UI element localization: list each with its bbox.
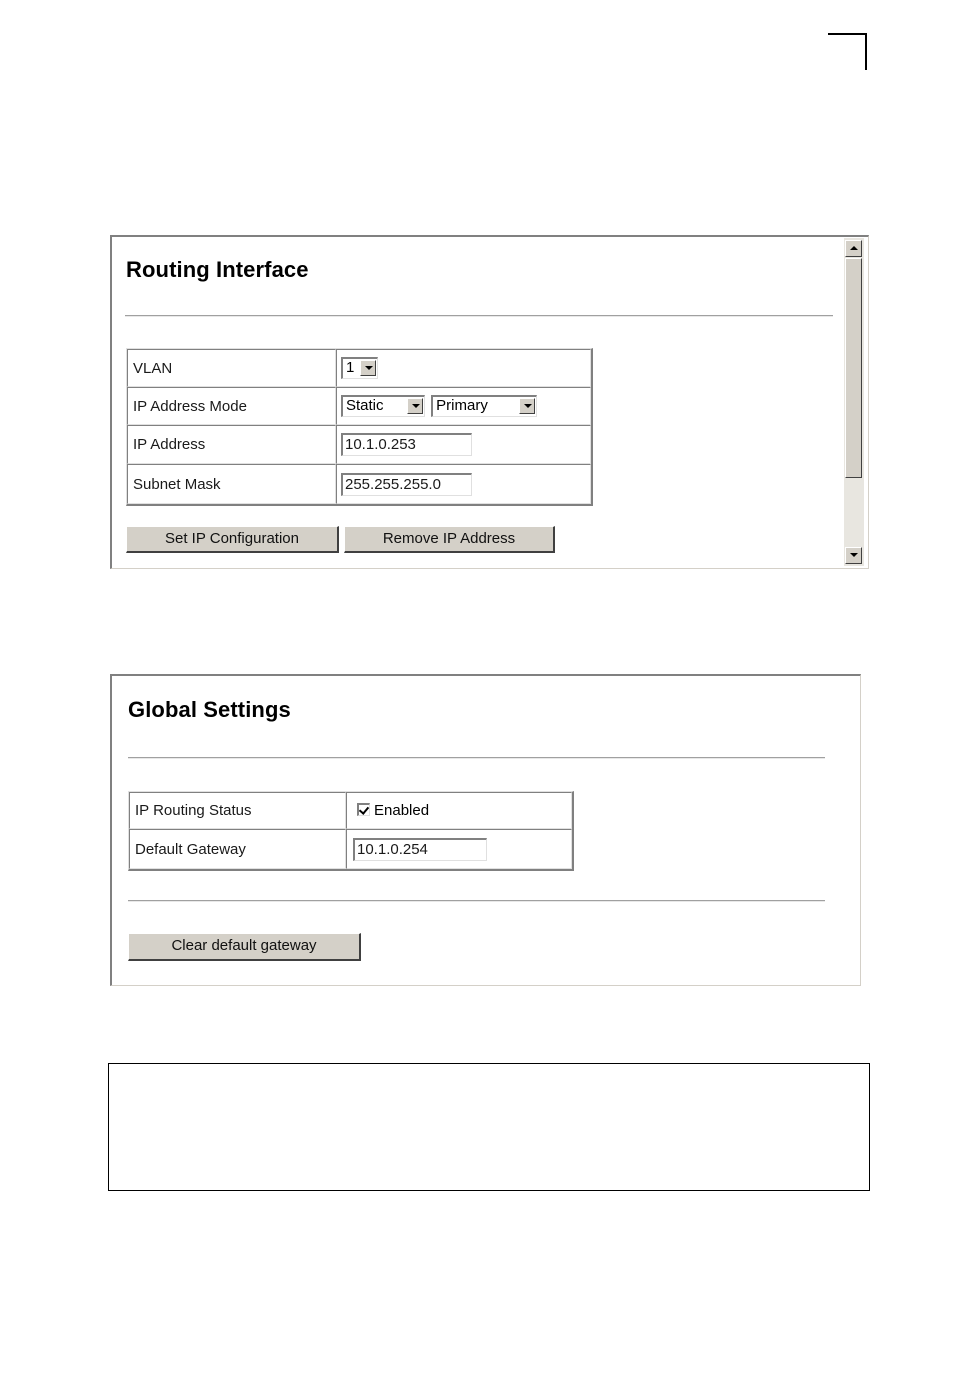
- ip-mode-select-value: Static: [346, 397, 384, 414]
- remove-ip-address-button[interactable]: Remove IP Address: [344, 526, 555, 553]
- scroll-up-arrow-icon[interactable]: [845, 240, 862, 257]
- vlan-select[interactable]: [341, 357, 378, 379]
- default-gateway-row: [129, 829, 572, 869]
- subnet-mask-cell: [336, 464, 591, 504]
- ip-mode-select[interactable]: [341, 395, 425, 417]
- default-gateway-cell: [346, 829, 572, 869]
- vlan-label: VLAN: [127, 349, 336, 387]
- default-gateway-input[interactable]: 10.1.0.254: [353, 838, 487, 861]
- ip-routing-status-label: IP Routing Status: [129, 792, 346, 829]
- subnet-mask-row: [127, 464, 591, 504]
- global-settings-form: [128, 791, 574, 871]
- empty-frame: [108, 1063, 870, 1191]
- ip-address-input[interactable]: 10.1.0.253: [341, 433, 472, 456]
- global-settings-panel: [110, 674, 861, 986]
- routing-interface-panel: [110, 235, 869, 569]
- subnet-mask-input[interactable]: 255.255.255.0: [341, 473, 472, 496]
- vlan-cell: [336, 349, 591, 387]
- vlan-select-value: 1: [346, 359, 355, 376]
- default-gateway-label: Default Gateway: [129, 829, 346, 869]
- clear-default-gateway-button[interactable]: Clear default gateway: [128, 933, 361, 961]
- vertical-scrollbar[interactable]: [844, 238, 864, 566]
- subnet-mask-label: Subnet Mask: [127, 464, 336, 504]
- ip-address-row: [127, 425, 591, 464]
- ip-address-mode-label: IP Address Mode: [127, 387, 336, 425]
- routing-interface-form: [126, 348, 593, 506]
- routing-interface-title: Routing Interface: [126, 257, 309, 282]
- ip-routing-status-row: [129, 792, 572, 829]
- set-ip-configuration-button[interactable]: Set IP Configuration: [126, 526, 339, 553]
- ip-routing-status-cell: [346, 792, 572, 829]
- crop-mark-vertical: [865, 33, 867, 70]
- title-divider: [128, 757, 825, 759]
- ip-address-label: IP Address: [127, 425, 336, 464]
- title-divider: [125, 315, 833, 317]
- ip-address-cell: [336, 425, 591, 464]
- ip-address-mode-cell: [336, 387, 591, 425]
- chevron-down-icon[interactable]: [360, 360, 376, 376]
- chevron-down-icon[interactable]: [519, 398, 535, 414]
- form-divider: [128, 900, 825, 902]
- enabled-label: Enabled: [374, 802, 430, 819]
- vlan-row: [127, 349, 591, 387]
- scroll-down-arrow-icon[interactable]: [845, 547, 862, 564]
- ip-type-select-value: Primary: [436, 397, 488, 414]
- chevron-down-icon[interactable]: [407, 398, 423, 414]
- crop-mark-horizontal: [828, 33, 867, 35]
- ip-address-mode-row: [127, 387, 591, 425]
- enabled-checkbox[interactable]: [357, 803, 370, 816]
- global-settings-title: Global Settings: [128, 697, 291, 722]
- scrollbar-thumb[interactable]: [845, 258, 862, 478]
- ip-type-select[interactable]: [431, 395, 537, 417]
